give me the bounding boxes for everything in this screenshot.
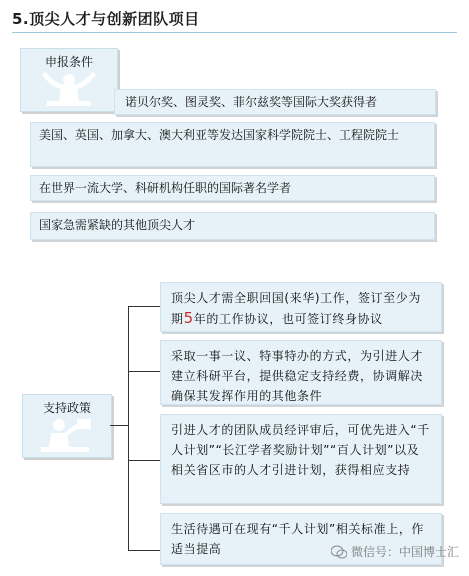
connector-branch-1 bbox=[128, 306, 160, 307]
requirements-label: 申报条件 bbox=[44, 55, 93, 69]
wechat-icon bbox=[331, 545, 347, 559]
connector-branch-2 bbox=[128, 371, 160, 372]
policy-item-1-years: 5 bbox=[183, 309, 194, 327]
policy-item-2: 采取一事一议、特事特办的方式，为引进人才建立科研平台，提供稳定支持经费，协调解决确保其发挥作用的其他条件 bbox=[160, 340, 442, 405]
requirement-item-4: 国家急需紧缺的其他顶尖人才 bbox=[30, 212, 435, 240]
policy-item-1-text-before: 顶尖人才需全职回国(来华)工作，签订至少为期 bbox=[171, 291, 421, 326]
policy-item-1 bbox=[160, 282, 442, 332]
presenter-icon bbox=[37, 417, 97, 453]
page-title: 5.顶尖人才与创新团队项目 bbox=[12, 10, 200, 28]
requirement-item-2: 美国、英国、加拿大、澳大利亚等发达国家科学院院士、工程院院士 bbox=[30, 122, 435, 167]
connector-branch-4 bbox=[128, 550, 160, 551]
policy-label: 支持政策 bbox=[42, 401, 91, 415]
policy-item-4: 生活待遇可在现有“千人计划”相关标准上，作适当提高 bbox=[160, 513, 442, 565]
wechat-watermark bbox=[331, 543, 459, 560]
watermark-text: 微信号：中国博士汇 bbox=[350, 545, 459, 559]
connector-vertical bbox=[128, 306, 129, 551]
requirement-item-3: 在世界一流大学、科研机构任职的国际著名学者 bbox=[30, 175, 435, 201]
requirements-label-box bbox=[20, 48, 118, 112]
policy-item-1-text-after: 年的工作协议，也可签订终身协议 bbox=[193, 312, 383, 326]
connector-stub bbox=[110, 425, 128, 426]
person-arms-up-icon bbox=[39, 71, 99, 109]
requirement-item-1: 诺贝尔奖、图灵奖、菲尔兹奖等国际大奖获得者 bbox=[114, 89, 436, 115]
connector-branch-3 bbox=[128, 460, 160, 461]
policy-label-box bbox=[22, 394, 112, 458]
title-divider bbox=[12, 32, 457, 33]
policy-item-3: 引进人才的团队成员经评审后，可优先进入“千人计划”“长江学者奖励计划”“百人计划”以及相关省区市的人才引进计划，获得相应支持 bbox=[160, 414, 442, 504]
